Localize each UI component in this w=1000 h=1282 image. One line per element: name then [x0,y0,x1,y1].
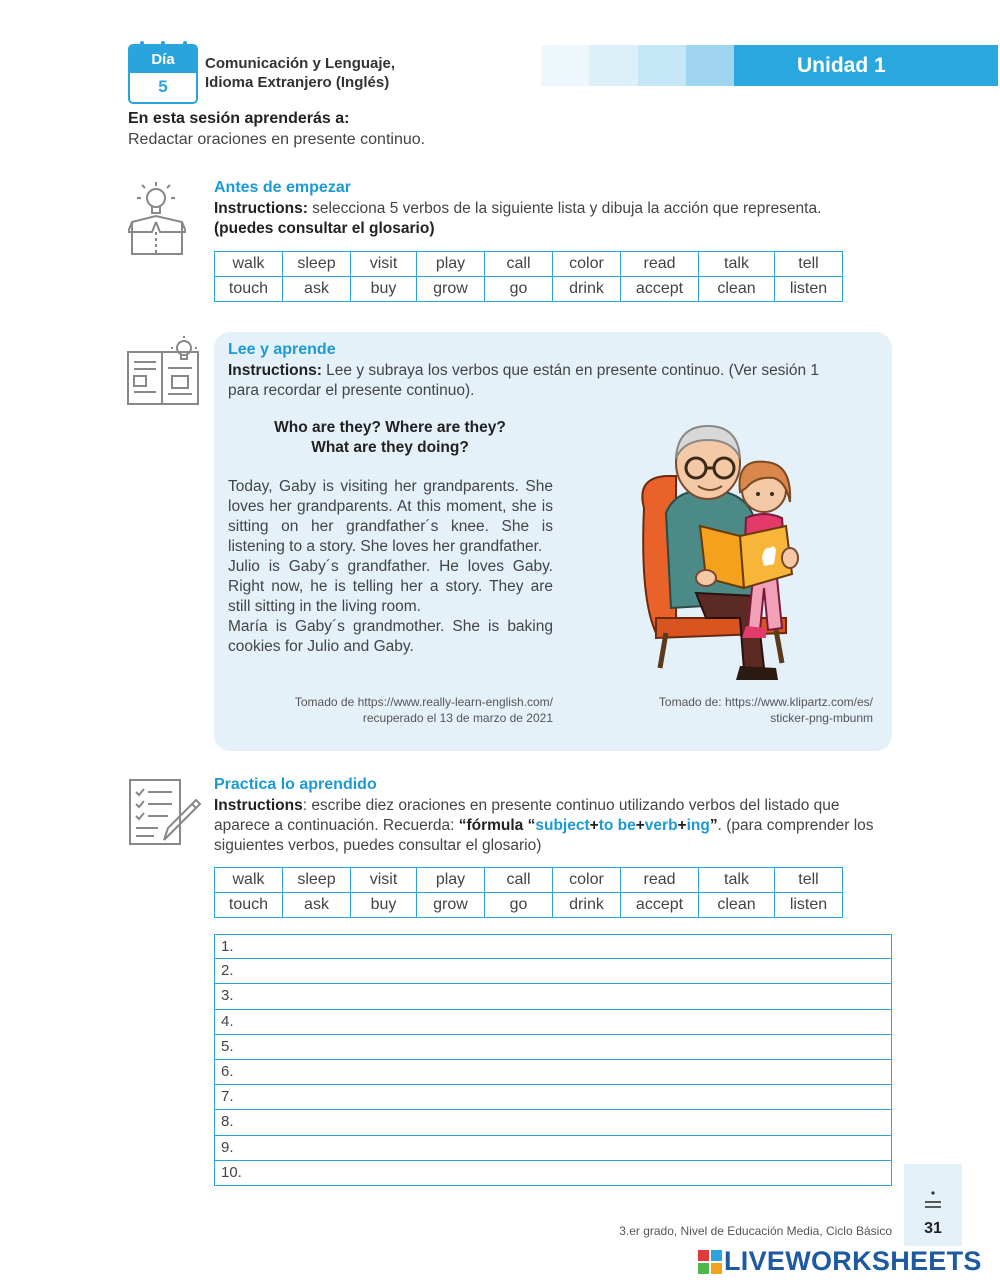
liveworksheets-brand[interactable]: LIVEWORKSHEETS [724,1246,982,1276]
answer-line-6[interactable]: 6. [214,1060,892,1085]
credit-line: Tomado de https://www.really-learn-english.com/ [294,695,553,709]
verb-cell: grow [417,277,485,302]
formula-ing: ing [686,817,710,834]
answer-line-5[interactable]: 5. [214,1035,892,1060]
lightbulb-box-icon [128,180,186,256]
lee-title: Lee y aprende [228,341,336,358]
story-questions [214,418,566,458]
story-text [228,477,553,657]
answer-lines [214,934,892,1186]
day-calendar [128,44,198,104]
verbs-table-2 [214,867,843,918]
verb-cell: walk [215,252,283,277]
answer-line-3[interactable]: 3. [214,984,892,1009]
header-band [541,45,589,86]
day-number: 5 [158,77,168,96]
answer-line-9[interactable]: 9. [214,1136,892,1161]
verbs-row [215,868,843,893]
answer-line-8[interactable]: 8. [214,1110,892,1135]
credit-line: sticker-png-mbunm [770,711,873,725]
verb-cell: tell [775,252,843,277]
formula-plus: + [635,817,645,834]
header-band [638,45,686,86]
answer-line-1[interactable]: 1. [214,934,892,959]
verb-cell: talk [699,252,775,277]
credit-line: recuperado el 13 de marzo de 2021 [362,711,553,725]
verb-cell: listen [775,277,843,302]
formula-word: “fórmula “ [458,817,536,834]
verb-cell: accept [621,277,699,302]
learn-text: Redactar oraciones en presente continuo. [128,131,426,148]
calendar-ring-icon [161,41,165,49]
verb-cell: walk [215,868,283,893]
page-number: 31 [924,1220,942,1237]
verbs-row [215,893,843,918]
verbs-row [215,252,843,277]
subject-line-1: Comunicación y Lenguaje, [205,55,396,72]
verb-cell: play [417,252,485,277]
verb-cell: clean [699,277,775,302]
open-book-lightbulb-icon [126,334,202,406]
formula-close: ” [709,817,718,834]
formula-subject: subject [535,817,590,834]
verb-cell: grow [417,893,485,918]
verb-cell: buy [351,893,417,918]
instr-text: . (para comprender los siguientes verbos, puedes consultar el glosario) [214,817,874,854]
header-band [589,45,638,86]
story-paragraph: María is Gaby´s grandmother. She is baking cookies for Julio and Gaby. [228,618,553,655]
verb-cell: call [485,252,553,277]
verb-cell: color [553,252,621,277]
verb-cell: sleep [283,868,351,893]
footer-text: 3.er grado, Nivel de Educación Media, Ciclo Básico [619,1224,892,1238]
instr-text: : escribe diez oraciones en presente continuo utilizando verbos del listado que aparece a continuación. Recuerda: [214,797,840,834]
liveworksheets-logo-icon [698,1250,722,1274]
verb-cell: go [485,893,553,918]
formula-plus: + [677,817,687,834]
verb-cell: drink [553,893,621,918]
calendar-ring-icon [140,41,144,49]
subject-title [205,54,395,92]
credit-right [580,694,873,726]
instr-text: Lee y subraya los verbos que están en presente continuo. (Ver sesión 1 para recordar el presente continuo). [228,362,820,399]
verb-cell: read [621,868,699,893]
verb-cell: tell [775,868,843,893]
answer-line-10[interactable]: 10. [214,1161,892,1186]
verb-cell: drink [553,277,621,302]
formula-plus: + [589,817,599,834]
calendar-ring-icon [183,41,187,49]
verb-cell: sleep [283,252,351,277]
question-line: Who are they? Where are they? [274,419,506,436]
verb-cell: touch [215,277,283,302]
checklist-pencil-icon [128,778,202,846]
credit-line: Tomado de: https://www.klipartz.com/es/ [658,695,873,709]
antes-title: Antes de empezar [214,179,351,196]
verb-cell: accept [621,893,699,918]
subject-line-2: Idioma Extranjero (Inglés) [205,74,390,91]
day-label: Día [130,46,196,73]
unit-banner: Unidad 1 [734,45,998,86]
verb-cell: ask [283,277,351,302]
credit-left [214,694,553,726]
answer-line-7[interactable]: 7. [214,1085,892,1110]
story-paragraph: Today, Gaby is visiting her grandparents. She loves her grandparents. At this moment, she is sitting on her grandfather´s knee. She is listening to a story. She loves her grandfather. [228,478,553,555]
verb-cell: visit [351,252,417,277]
verb-cell: call [485,868,553,893]
practica-instructions [214,796,894,856]
verb-cell: color [553,868,621,893]
formula-verb: verb [644,817,678,834]
practica-title: Practica lo aprendido [214,776,377,793]
verb-cell: clean [699,893,775,918]
verb-cell: listen [775,893,843,918]
verb-cell: play [417,868,485,893]
verb-cell: buy [351,277,417,302]
header-band [686,45,734,86]
verbs-table [214,251,843,302]
grandfather-reading-illustration [636,418,832,688]
story-paragraph: Julio is Gaby´s grandfather. He loves Gaby. Right now, he is telling her a story. They are still sitting in the living room. [228,558,553,615]
divider-icon [924,1190,942,1214]
answer-line-4[interactable]: 4. [214,1010,892,1035]
instr-label: Instructions: [228,362,322,379]
verb-cell: talk [699,868,775,893]
verb-cell: ask [283,893,351,918]
question-line: What are they doing? [311,439,469,456]
learn-heading: En esta sesión aprenderás a: [128,110,350,127]
instr-note: (puedes consultar el glosario) [214,220,435,237]
instr-text: selecciona 5 verbos de la siguiente lista y dibuja la acción que representa. [307,200,822,217]
verbs-row [215,277,843,302]
verb-cell: read [621,252,699,277]
verb-cell: go [485,277,553,302]
lee-instructions [228,361,838,401]
instr-label: Instructions: [214,200,308,217]
verb-cell: touch [215,893,283,918]
antes-instructions [214,199,894,239]
answer-line-2[interactable]: 2. [214,959,892,984]
formula-to-be: to be [598,817,636,834]
verb-cell: visit [351,868,417,893]
instr-label: Instructions [214,797,303,814]
